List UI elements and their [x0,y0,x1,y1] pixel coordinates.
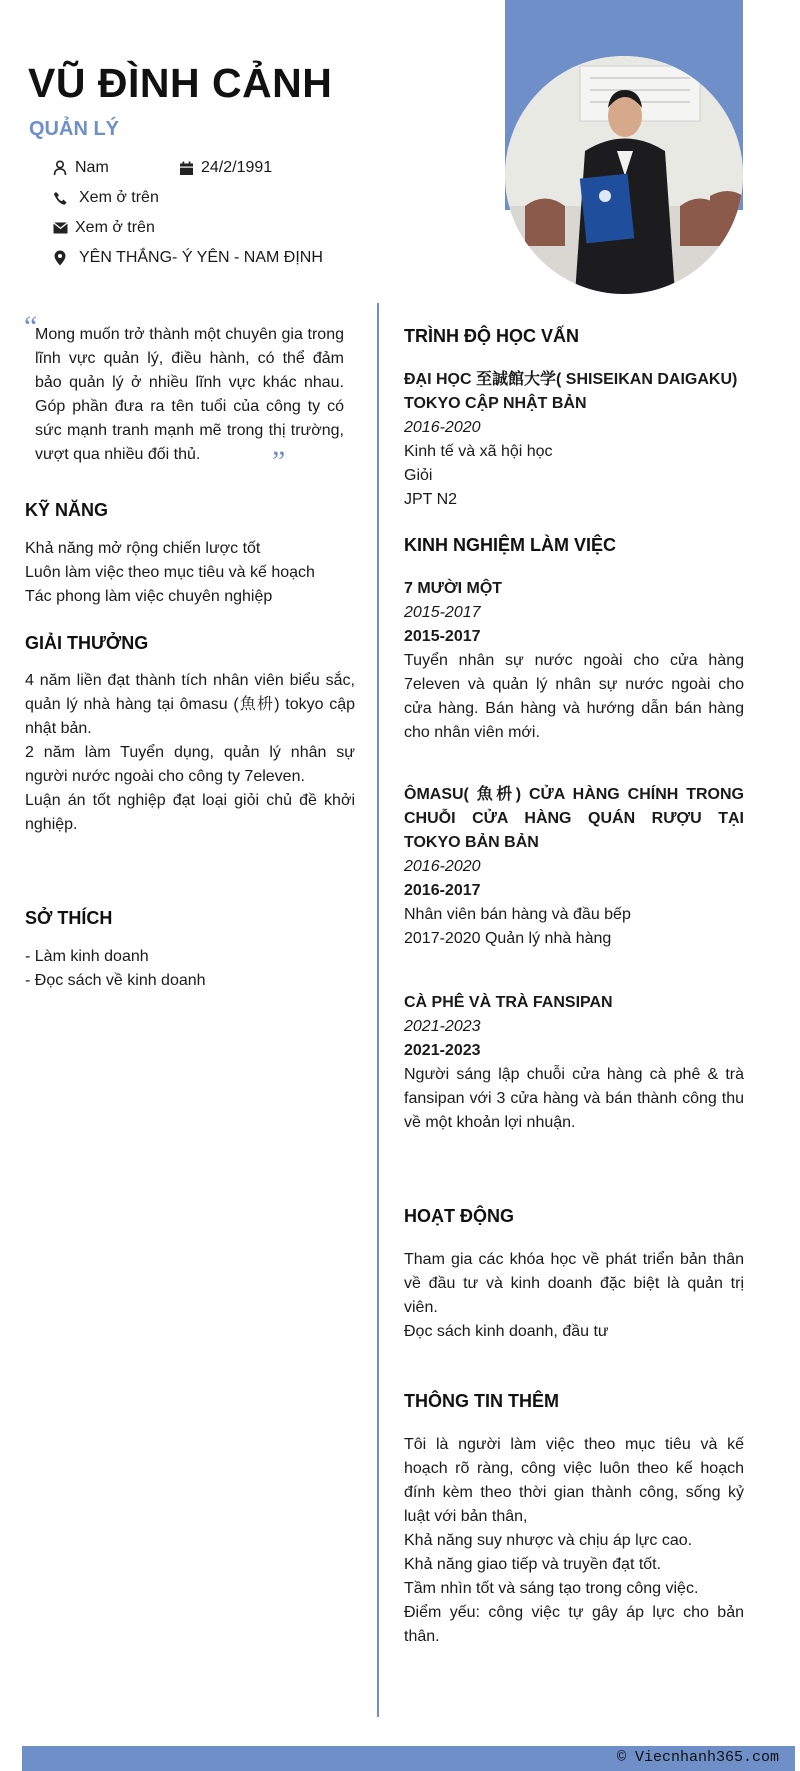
gender-value: Nam [75,159,109,176]
birthdate-row [177,159,272,177]
job-period: 2016-2020 [404,858,481,875]
list-item: Đọc sách kinh doanh, đầu tư [404,1323,609,1340]
footer-bar [22,1746,795,1771]
education-block [404,368,744,512]
job-role: 2016-2017 [404,882,481,899]
list-item: Điểm yếu: công việc tự gây áp lực cho bản thân. [404,1604,744,1645]
awards-list [25,669,355,837]
hobbies-title: SỞ THÍCH [25,908,113,928]
list-item: - Đọc sách về kinh doanh [25,972,206,989]
list-item: Tác phong làm việc chuyên nghiệp [25,588,273,605]
list-item: - Làm kinh doanh [25,948,149,965]
education-grade: Giỏi [404,467,433,484]
user-icon [51,159,69,177]
education-period: 2016-2020 [404,419,481,436]
job-role: 2021-2023 [404,1042,481,1059]
job-position: QUẢN LÝ [29,118,119,140]
job-description: 2017-2020 Quản lý nhà hàng [404,930,612,947]
address-value: YÊN THẮNG- Ý YÊN - NAM ĐỊNH [79,249,323,266]
activities-list [404,1248,744,1344]
list-item: Tôi là người làm việc theo mục tiêu và kế hoạch rõ ràng, công việc luôn theo kế hoạch đính kèm theo thời gian thành công, sống kỷ luật với bản thân, [404,1436,744,1525]
phone-icon [51,189,69,207]
more-info-list [404,1433,744,1649]
company-name: 7 MƯỜI MỘT [404,580,503,597]
calendar-icon [177,159,195,177]
experience-item [404,991,744,1135]
hobbies-list [25,945,355,993]
list-item: 2 năm làm Tuyển dụng, quản lý nhân sự người nước ngoài cho công ty 7eleven. [25,744,355,785]
experience-item [404,783,744,951]
list-item: Khả năng giao tiếp và truyền đạt tốt. [404,1556,662,1573]
email-row [51,219,155,237]
experience-title: KINH NGHIỆM LÀM VIỆC [404,535,617,555]
phone-value: Xem ở trên [79,189,159,206]
email-value: Xem ở trên [75,219,155,236]
awards-title: GIẢI THƯỞNG [25,633,149,653]
job-period: 2015-2017 [404,604,481,621]
education-cert: JPT N2 [404,491,458,508]
list-item: 4 năm liền đạt thành tích nhân viên biểu sắc, quản lý nhà hàng tại ômasu (魚枡) tokyo cập nhật bản. [25,672,355,737]
quote-open-icon: “ [24,310,38,343]
list-item: Luận án tốt nghiệp đạt loại giỏi chủ đề khởi nghiệp. [25,792,355,833]
candidate-name: VŨ ĐÌNH CẢNH [28,60,333,106]
career-objective: Mong muốn trở thành một chuyên gia trong lĩnh vực quản lý, điều hành, có thể đảm bảo quản lý ở nhiều lĩnh vực khác nhau. Góp phần đưa ra tên tuổi của công ty có sức mạnh tranh mạnh mẽ trong thị trường, vượt qua nhiều đối thủ. [35,326,344,463]
school-name: ĐẠI HỌC 至誠館大学( SHISEIKAN DAIGAKU) TOKYO CẬP NHẬT BẢN [404,371,738,412]
list-item: Khả năng suy nhược và chịu áp lực cao. [404,1532,693,1549]
skills-title: KỸ NĂNG [25,500,109,520]
birthdate-value: 24/2/1991 [201,159,273,176]
activities-title: HOẠT ĐỘNG [404,1206,514,1226]
phone-row [51,189,159,207]
education-major: Kinh tế và xã hội học [404,443,553,460]
list-item: Tham gia các khóa học về phát triển bản thân về đầu tư và kinh doanh đặc biệt là quản trị viên. [404,1251,744,1316]
mail-icon [51,219,69,237]
experience-item [404,577,744,745]
job-description: Nhân viên bán hàng và đầu bếp [404,906,631,923]
company-name: ÔMASU( 魚枡) CỬA HÀNG CHÍNH TRONG CHUỖI CỬA HÀNG QUÁN RƯỢU TẠI TOKYO BẢN BẢN [404,786,744,851]
job-period: 2021-2023 [404,1018,481,1035]
job-description: Tuyển nhân sự nước ngoài cho cửa hàng 7eleven và quản lý nhân sự nước ngoài cho cửa hàng. Bán hàng và hướng dẫn bán hàng cho nhân viên mới. [404,652,744,741]
company-name: CÀ PHÊ VÀ TRÀ FANSIPAN [404,994,613,1011]
list-item: Luôn làm việc theo mục tiêu và kế hoạch [25,564,315,581]
education-title: TRÌNH ĐỘ HỌC VẤN [404,326,579,346]
footer-watermark: © Viecnhanh365.com [616,1749,779,1766]
address-row [51,249,323,267]
profile-photo [505,56,743,294]
column-divider [377,303,379,1717]
list-item: Khả năng mở rộng chiến lược tốt [25,540,261,557]
list-item: Tầm nhìn tốt và sáng tạo trong công việc. [404,1580,699,1597]
quote-close-icon: ” [272,445,286,478]
job-description: Người sáng lập chuỗi cửa hàng cà phê & trà fansipan với 3 cửa hàng và bán thành công thu về một khoản lợi nhuận. [404,1066,744,1131]
job-role: 2015-2017 [404,628,481,645]
skills-list [25,537,355,609]
location-icon [51,249,69,267]
gender-row [51,159,109,177]
more-info-title: THÔNG TIN THÊM [404,1391,559,1411]
